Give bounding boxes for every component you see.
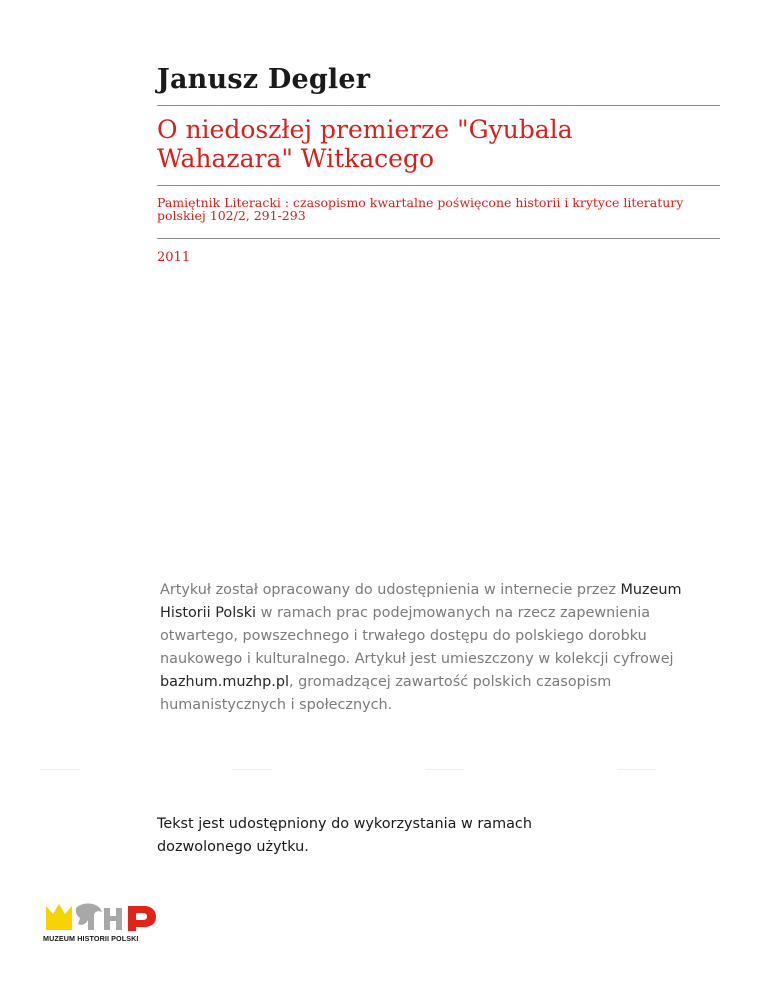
faint-mark xyxy=(40,769,80,770)
divider-bottom xyxy=(157,238,720,239)
article-title: O niedoszłej premierze "Gyubala Wahazara" Witkacego xyxy=(157,115,573,173)
faint-mark xyxy=(232,769,272,770)
museum-name: Muzeum Historii Polski xyxy=(160,582,682,621)
faint-mark xyxy=(425,769,465,770)
notice-text-1: Artykuł został opracowany do udostępnienia w internecie przez xyxy=(160,582,621,598)
logo-yellow-shape xyxy=(46,904,72,930)
logo-gray-shape xyxy=(76,904,102,931)
logo-caption: MUZEUM HISTORII POLSKI xyxy=(43,934,139,943)
divider-middle xyxy=(157,185,720,186)
digitization-notice xyxy=(160,579,720,717)
usage-notice: Tekst jest udostępniony do wykorzystania w ramach dozwolonego użytku. xyxy=(157,816,532,855)
journal-source: Pamiętnik Literacki : czasopismo kwartalne poświęcone historii i krytyce literatury polskiej 102/2, 291-293 xyxy=(157,195,684,223)
bazhum-link[interactable]: bazhum.muzhp.pl xyxy=(160,674,289,690)
logo-red-p xyxy=(128,906,156,931)
faint-mark xyxy=(617,769,657,770)
notice-text-2: w ramach prac podejmowanych na rzecz zapewnienia otwartego, powszechnego i trwałego dostępu do polskiego dorobku naukowego i kulturalnego. Artykuł jest umieszczony w kolekcji cyfrowej xyxy=(160,605,674,667)
divider-top xyxy=(157,105,720,106)
publication-year: 2011 xyxy=(157,250,191,265)
logo-gray-bar xyxy=(104,916,122,921)
author-name: Janusz Degler xyxy=(157,64,371,95)
notice-text-3: , gromadzącej zawartość polskich czasopism humanistycznych i społecznych. xyxy=(160,674,612,713)
